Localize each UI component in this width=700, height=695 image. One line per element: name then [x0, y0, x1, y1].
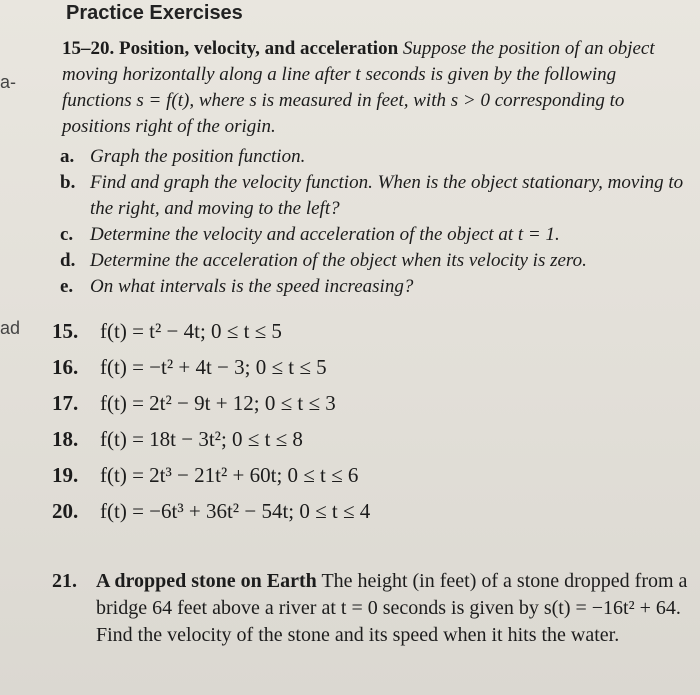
- part-text: Determine the velocity and acceleration of the object at t = 1.: [90, 224, 560, 245]
- part-c: [60, 222, 690, 248]
- margin-fragment-mid: ad: [0, 318, 21, 338]
- problem-function: f(t) = 2t³ − 21t² + 60t; 0 ≤ t ≤ 6: [100, 463, 359, 487]
- intro-text: Suppose the position of an object moving horizontally along a line after t seconds is given by the following functions s = f(t), where s is measured in feet, with s > 0 corresponding to positions right of the origin.: [62, 38, 655, 137]
- problem-number: 19.: [52, 463, 79, 487]
- part-text: Graph the position function.: [90, 146, 306, 167]
- intro-title: Position, velocity, and acceleration: [119, 38, 399, 59]
- exercise-intro: [62, 36, 686, 140]
- problem-list: [52, 318, 692, 534]
- problem-number: 20.: [52, 499, 79, 523]
- problem-15: [52, 318, 692, 354]
- part-letter: a.: [60, 146, 75, 167]
- part-letter: b.: [60, 172, 76, 193]
- problem-16: [52, 354, 692, 390]
- problem-function: f(t) = −t² + 4t − 3; 0 ≤ t ≤ 5: [100, 355, 327, 379]
- section-heading: Practice Exercises: [66, 2, 243, 24]
- part-b: [60, 170, 690, 222]
- part-letter: c.: [60, 224, 74, 245]
- part-text: Find and graph the velocity function. When is the object stationary, moving to the right, and moving to the left?: [90, 172, 684, 219]
- part-text: Determine the acceleration of the object when its velocity is zero.: [90, 250, 587, 271]
- part-e: [60, 274, 690, 300]
- problem-number: 15.: [52, 319, 79, 343]
- problem-number: 21.: [52, 570, 77, 592]
- problem-title: A dropped stone on Earth: [96, 570, 317, 592]
- problem-18: [52, 426, 692, 462]
- part-letter: d.: [60, 250, 76, 271]
- problem-function: f(t) = 2t² − 9t + 12; 0 ≤ t ≤ 3: [100, 391, 336, 415]
- part-text: On what intervals is the speed increasing?: [90, 276, 414, 297]
- problem-number: 18.: [52, 427, 79, 451]
- exercise-parts: [60, 144, 690, 300]
- intro-range: 15–20.: [62, 38, 115, 59]
- problem-20: [52, 498, 692, 534]
- part-d: [60, 248, 690, 274]
- margin-fragment-top: a-: [0, 72, 17, 92]
- problem-number: 16.: [52, 355, 79, 379]
- problem-function: f(t) = −6t³ + 36t² − 54t; 0 ≤ t ≤ 4: [100, 499, 371, 523]
- part-a: [60, 144, 690, 170]
- problem-17: [52, 390, 692, 426]
- problem-21: [52, 568, 692, 649]
- problem-19: [52, 462, 692, 498]
- problem-text: The height (in feet) of a stone dropped from a bridge 64 feet above a river at t = 0 seconds is given by s(t) = −16t² + 64. Find the velocity of the stone and its speed when it hits the water.: [96, 570, 688, 646]
- part-letter: e.: [60, 276, 74, 297]
- problem-number: 17.: [52, 391, 79, 415]
- problem-function: f(t) = t² − 4t; 0 ≤ t ≤ 5: [100, 319, 282, 343]
- problem-function: f(t) = 18t − 3t²; 0 ≤ t ≤ 8: [100, 427, 303, 451]
